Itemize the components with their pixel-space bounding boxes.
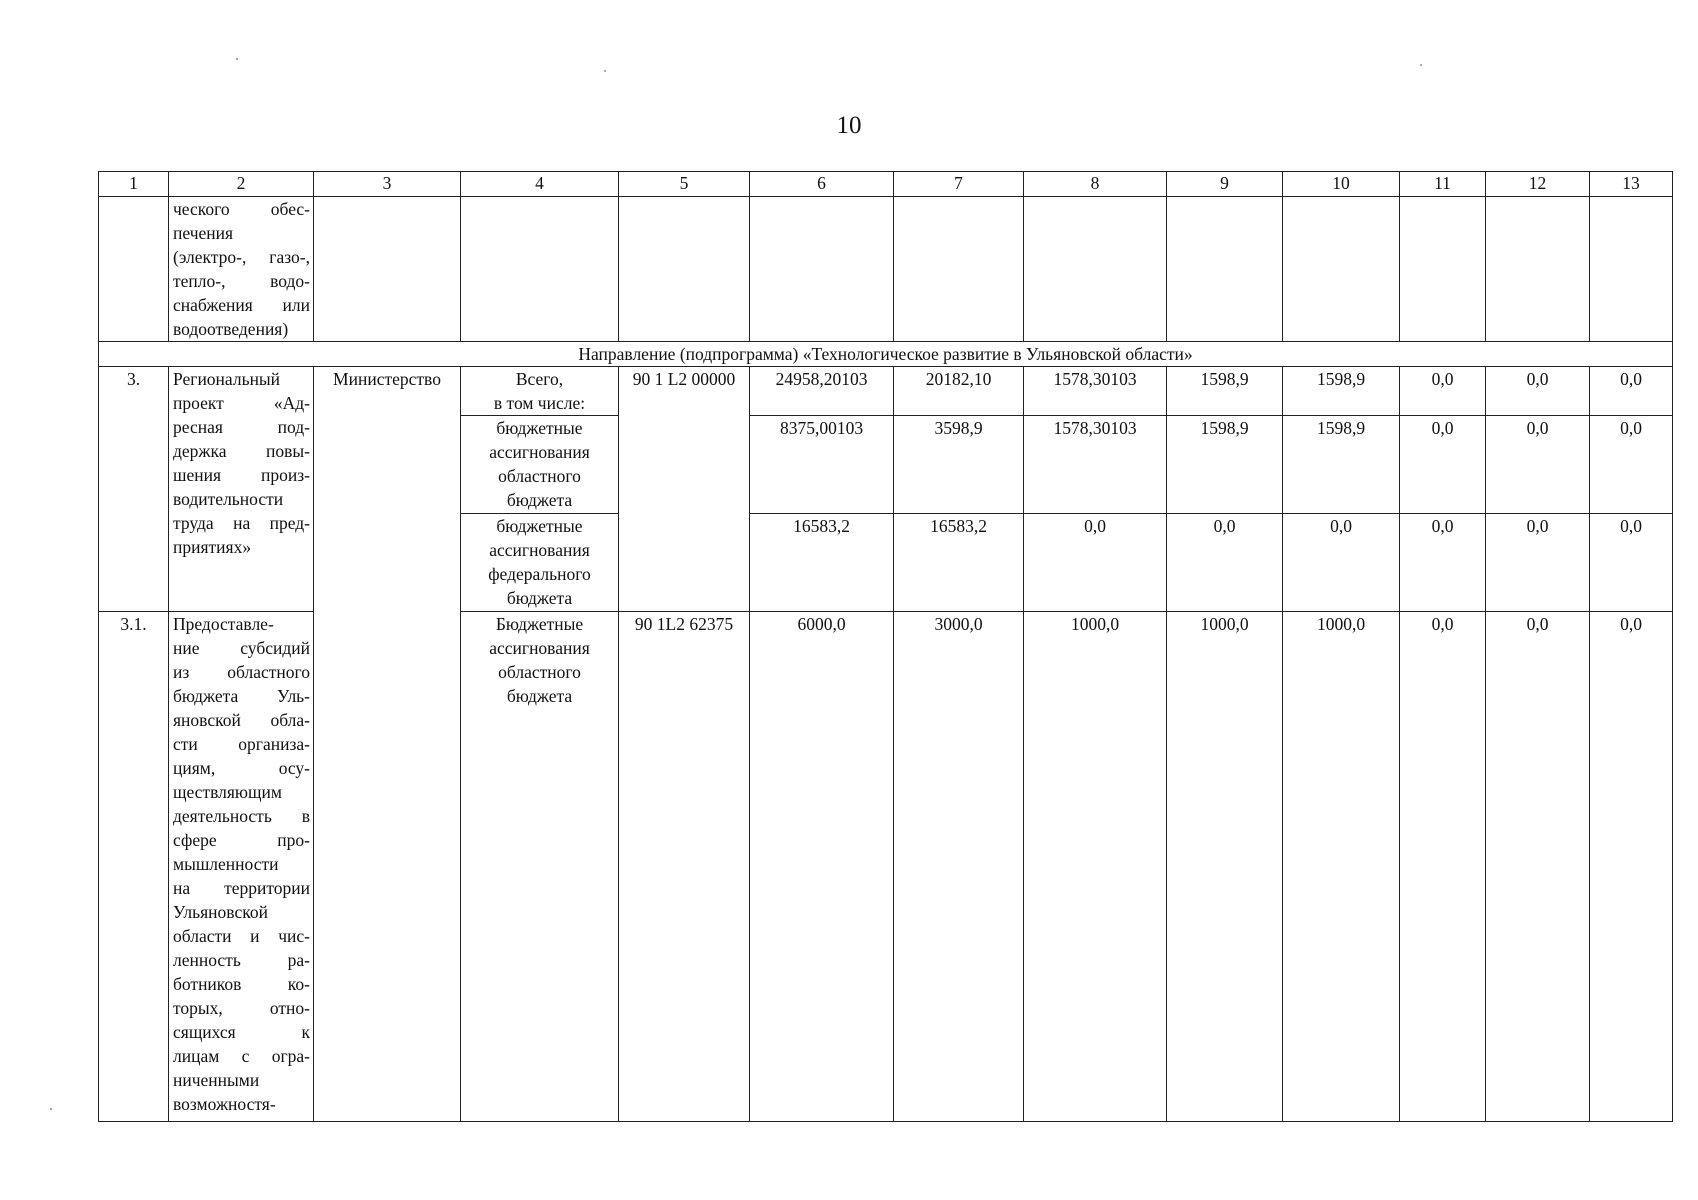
value-cell: 0,0 [1400, 514, 1486, 612]
funding-source: Всего, в том числе: [461, 367, 619, 416]
funding-source: бюджетные ассигнования областного бюджета [461, 416, 619, 514]
row-number: 3. [99, 367, 169, 612]
value-cell: 1598,9 [1167, 416, 1283, 514]
column-header: 11 [1400, 172, 1486, 197]
value-cell: 0,0 [1283, 514, 1400, 612]
section-title: Направление (подпрограмма) «Технологическое развитие в Ульяновской области» [99, 342, 1673, 367]
column-header: 2 [169, 172, 314, 197]
header-row [99, 172, 1673, 197]
value-cell: 3000,0 [894, 612, 1024, 1122]
column-header: 13 [1590, 172, 1673, 197]
funding-source: бюджетные ассигнования федерального бюджета [461, 514, 619, 612]
row-number: 3.1. [99, 612, 169, 1122]
value-cell: 6000,0 [750, 612, 894, 1122]
value-cell: 1598,9 [1283, 416, 1400, 514]
item-name: Предоставле- ние субсидий из областного бюджета Уль- яновской обла- сти организа- циям, осу- ществляющим деятельность в сфере про- мышленности на территории Ульяновской области и чис- ленность ра- ботников ко- торых, отно- сящихся к лицам с огра- ниченными возможностя- [169, 612, 314, 1122]
value-cell: 1578,30103 [1024, 367, 1167, 416]
budget-table [98, 171, 1673, 1122]
column-header: 1 [99, 172, 169, 197]
column-header: 9 [1167, 172, 1283, 197]
scan-speck [1420, 64, 1422, 66]
value-cell: 0,0 [1400, 416, 1486, 514]
value-cell: 0,0 [1486, 416, 1590, 514]
value-cell: 0,0 [1590, 514, 1673, 612]
funding-source: Бюджетные ассигнования областного бюджета [461, 612, 619, 1122]
column-header: 3 [314, 172, 461, 197]
value-cell: 0,0 [1167, 514, 1283, 612]
column-header: 5 [619, 172, 750, 197]
budget-code: 90 1L2 62375 [619, 612, 750, 1122]
column-header: 10 [1283, 172, 1400, 197]
value-cell: 0,0 [1486, 367, 1590, 416]
value-cell: 0,0 [1486, 612, 1590, 1122]
column-header: 6 [750, 172, 894, 197]
value-cell: 0,0 [1024, 514, 1167, 612]
scan-speck [604, 70, 606, 72]
value-cell: 20182,10 [894, 367, 1024, 416]
value-cell: 1000,0 [1283, 612, 1400, 1122]
value-cell: 8375,00103 [750, 416, 894, 514]
value-cell: 3598,9 [894, 416, 1024, 514]
column-header: 12 [1486, 172, 1590, 197]
value-cell: 1598,9 [1167, 367, 1283, 416]
column-header: 4 [461, 172, 619, 197]
value-cell: 16583,2 [750, 514, 894, 612]
value-cell: 0,0 [1486, 514, 1590, 612]
item-name: ческого обес- печения (электро-, газо-, тепло-, водо- снабжения или водоотведения) [169, 197, 314, 342]
item-name: Региональный проект «Ад- ресная под- держка повы- шения произ- водительности труда на пред- приятиях» [169, 367, 314, 612]
value-cell: 0,0 [1590, 367, 1673, 416]
value-cell: 1578,30103 [1024, 416, 1167, 514]
column-header: 7 [894, 172, 1024, 197]
section-row [99, 342, 1673, 367]
value-cell: 16583,2 [894, 514, 1024, 612]
table-row-continued [99, 197, 1673, 342]
table-row [99, 367, 1673, 416]
executor: Министерство [314, 367, 461, 1122]
scan-speck [50, 1108, 52, 1110]
value-cell: 0,0 [1400, 367, 1486, 416]
budget-code: 90 1 L2 00000 [619, 367, 750, 612]
value-cell: 1000,0 [1024, 612, 1167, 1122]
scan-speck [236, 58, 238, 60]
value-cell: 0,0 [1590, 612, 1673, 1122]
page-number: 10 [836, 112, 862, 139]
value-cell: 1598,9 [1283, 367, 1400, 416]
value-cell: 1000,0 [1167, 612, 1283, 1122]
value-cell: 0,0 [1400, 612, 1486, 1122]
column-header: 8 [1024, 172, 1167, 197]
value-cell: 0,0 [1590, 416, 1673, 514]
value-cell: 24958,20103 [750, 367, 894, 416]
